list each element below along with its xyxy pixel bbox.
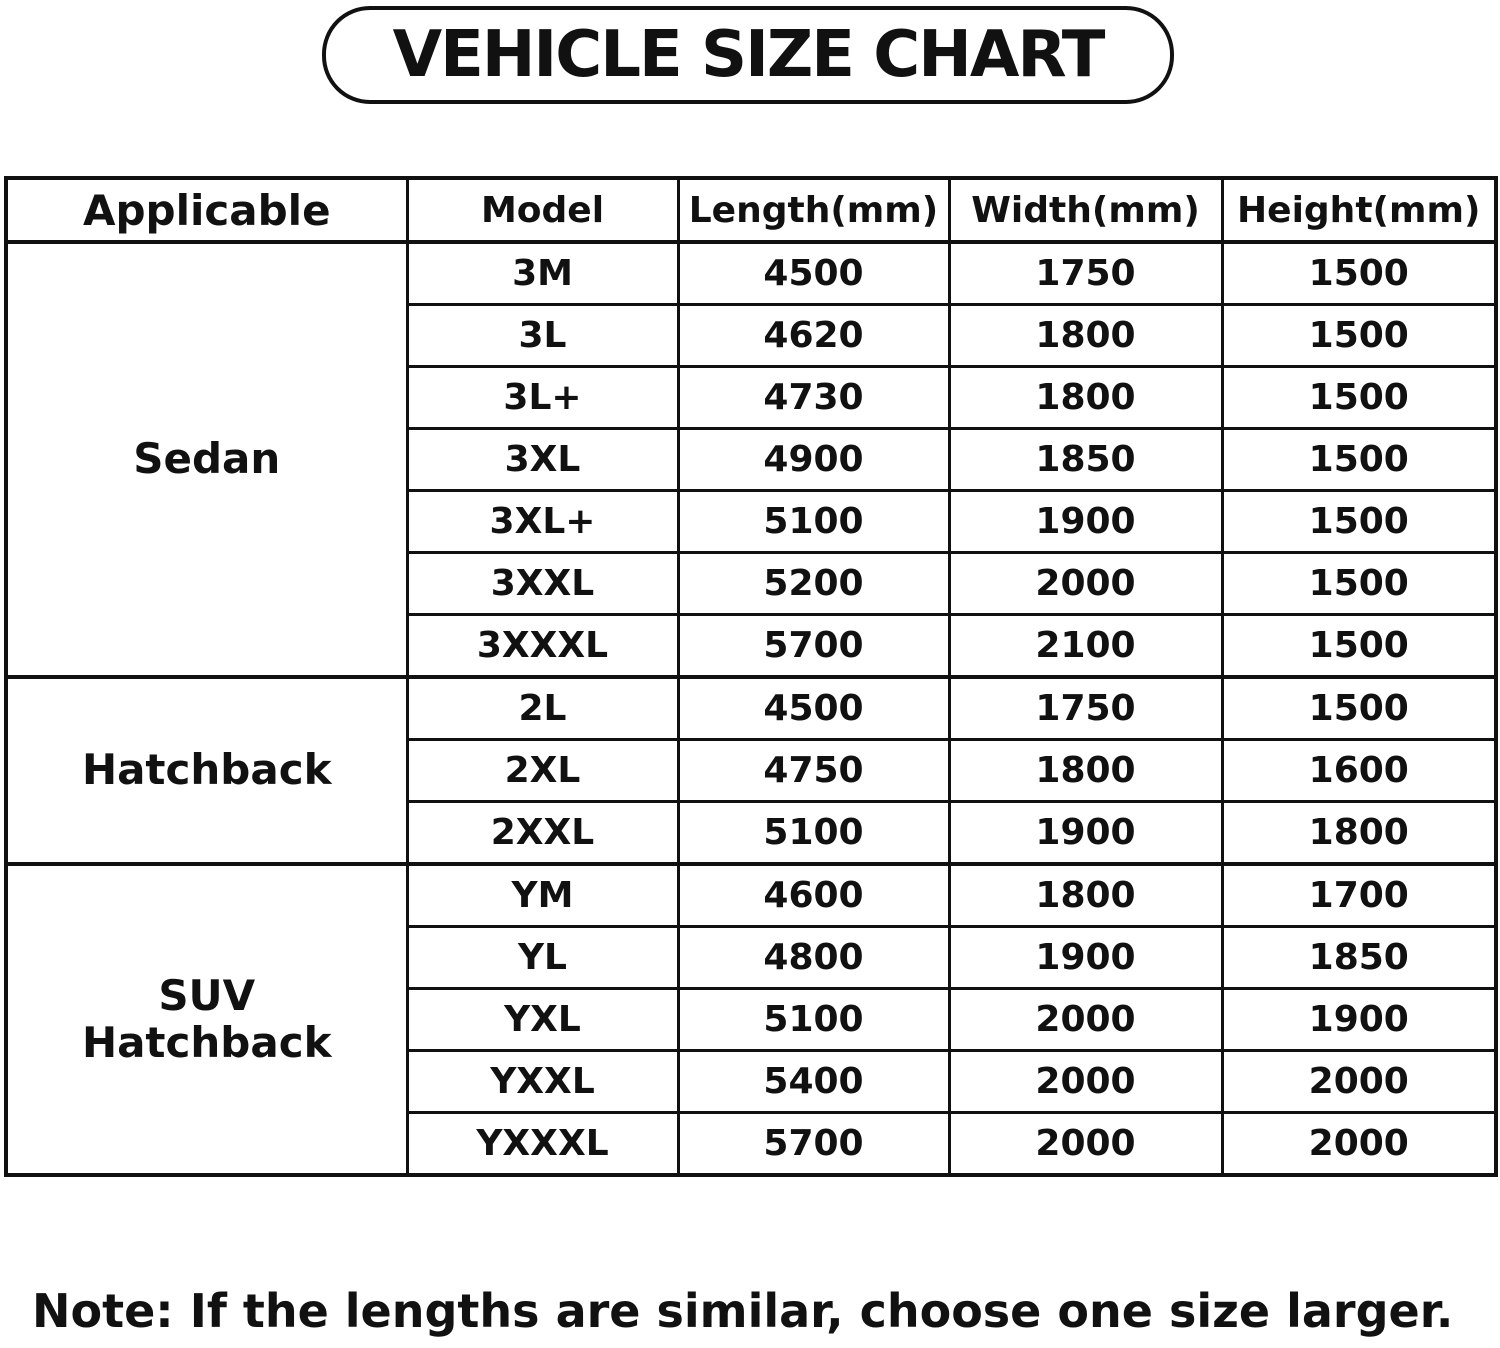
- width-cell: 1900: [949, 802, 1222, 865]
- length-cell: 4750: [678, 740, 949, 802]
- model-cell: 2XL: [407, 740, 678, 802]
- width-cell: 2000: [949, 553, 1222, 615]
- model-cell: 3XL: [407, 429, 678, 491]
- column-header-width: Width(mm): [949, 178, 1222, 242]
- length-cell: 5700: [678, 615, 949, 678]
- height-cell: 1500: [1222, 242, 1496, 305]
- title-banner: [322, 6, 1174, 104]
- model-cell: YL: [407, 927, 678, 989]
- width-cell: 1800: [949, 864, 1222, 927]
- length-cell: 4620: [678, 305, 949, 367]
- column-header-height: Height(mm): [1222, 178, 1496, 242]
- applicable-group-cell: Sedan: [6, 242, 407, 677]
- width-cell: 2100: [949, 615, 1222, 678]
- width-cell: 1850: [949, 429, 1222, 491]
- model-cell: 3XL+: [407, 491, 678, 553]
- length-cell: 5100: [678, 989, 949, 1051]
- height-cell: 1600: [1222, 740, 1496, 802]
- model-cell: YXL: [407, 989, 678, 1051]
- vehicle-size-table: [4, 176, 1498, 1177]
- applicable-group-label-line: Hatchback: [81, 1017, 332, 1067]
- table-row: [6, 242, 1496, 305]
- model-cell: 2L: [407, 677, 678, 740]
- height-cell: 1900: [1222, 989, 1496, 1051]
- height-cell: 1500: [1222, 615, 1496, 678]
- length-cell: 5100: [678, 802, 949, 865]
- length-cell: 5400: [678, 1051, 949, 1113]
- width-cell: 1750: [949, 677, 1222, 740]
- height-cell: 1500: [1222, 677, 1496, 740]
- height-cell: 2000: [1222, 1051, 1496, 1113]
- table-body: [6, 242, 1496, 1175]
- height-cell: 1850: [1222, 927, 1496, 989]
- width-cell: 1750: [949, 242, 1222, 305]
- width-cell: 1900: [949, 927, 1222, 989]
- length-cell: 5100: [678, 491, 949, 553]
- width-cell: 1900: [949, 491, 1222, 553]
- width-cell: 2000: [949, 989, 1222, 1051]
- length-cell: 5700: [678, 1113, 949, 1176]
- model-cell: YM: [407, 864, 678, 927]
- applicable-group-cell: [6, 864, 407, 1175]
- height-cell: 1500: [1222, 305, 1496, 367]
- height-cell: 1500: [1222, 429, 1496, 491]
- column-header-applicable: Applicable: [6, 178, 407, 242]
- page-title: VEHICLE SIZE CHART: [392, 18, 1104, 92]
- length-cell: 4600: [678, 864, 949, 927]
- height-cell: 1800: [1222, 802, 1496, 865]
- model-cell: 2XXL: [407, 802, 678, 865]
- model-cell: YXXL: [407, 1051, 678, 1113]
- model-cell: 3XXL: [407, 553, 678, 615]
- table-row: [6, 677, 1496, 740]
- width-cell: 1800: [949, 367, 1222, 429]
- width-cell: 1800: [949, 305, 1222, 367]
- height-cell: 1500: [1222, 367, 1496, 429]
- height-cell: 2000: [1222, 1113, 1496, 1176]
- model-cell: 3M: [407, 242, 678, 305]
- length-cell: 4730: [678, 367, 949, 429]
- width-cell: 2000: [949, 1113, 1222, 1176]
- table-row: [6, 864, 1496, 927]
- model-cell: YXXXL: [407, 1113, 678, 1176]
- footnote: Note: If the lengths are similar, choose one size larger.: [32, 1284, 1454, 1338]
- length-cell: 4500: [678, 677, 949, 740]
- length-cell: 5200: [678, 553, 949, 615]
- table-header-row: [6, 178, 1496, 242]
- model-cell: 3L+: [407, 367, 678, 429]
- length-cell: 4500: [678, 242, 949, 305]
- height-cell: 1500: [1222, 553, 1496, 615]
- applicable-group-label-line: SUV: [158, 971, 256, 1021]
- length-cell: 4900: [678, 429, 949, 491]
- model-cell: 3L: [407, 305, 678, 367]
- height-cell: 1700: [1222, 864, 1496, 927]
- width-cell: 1800: [949, 740, 1222, 802]
- applicable-group-cell: Hatchback: [6, 677, 407, 864]
- column-header-length: Length(mm): [678, 178, 949, 242]
- column-header-model: Model: [407, 178, 678, 242]
- model-cell: 3XXXL: [407, 615, 678, 678]
- width-cell: 2000: [949, 1051, 1222, 1113]
- length-cell: 4800: [678, 927, 949, 989]
- height-cell: 1500: [1222, 491, 1496, 553]
